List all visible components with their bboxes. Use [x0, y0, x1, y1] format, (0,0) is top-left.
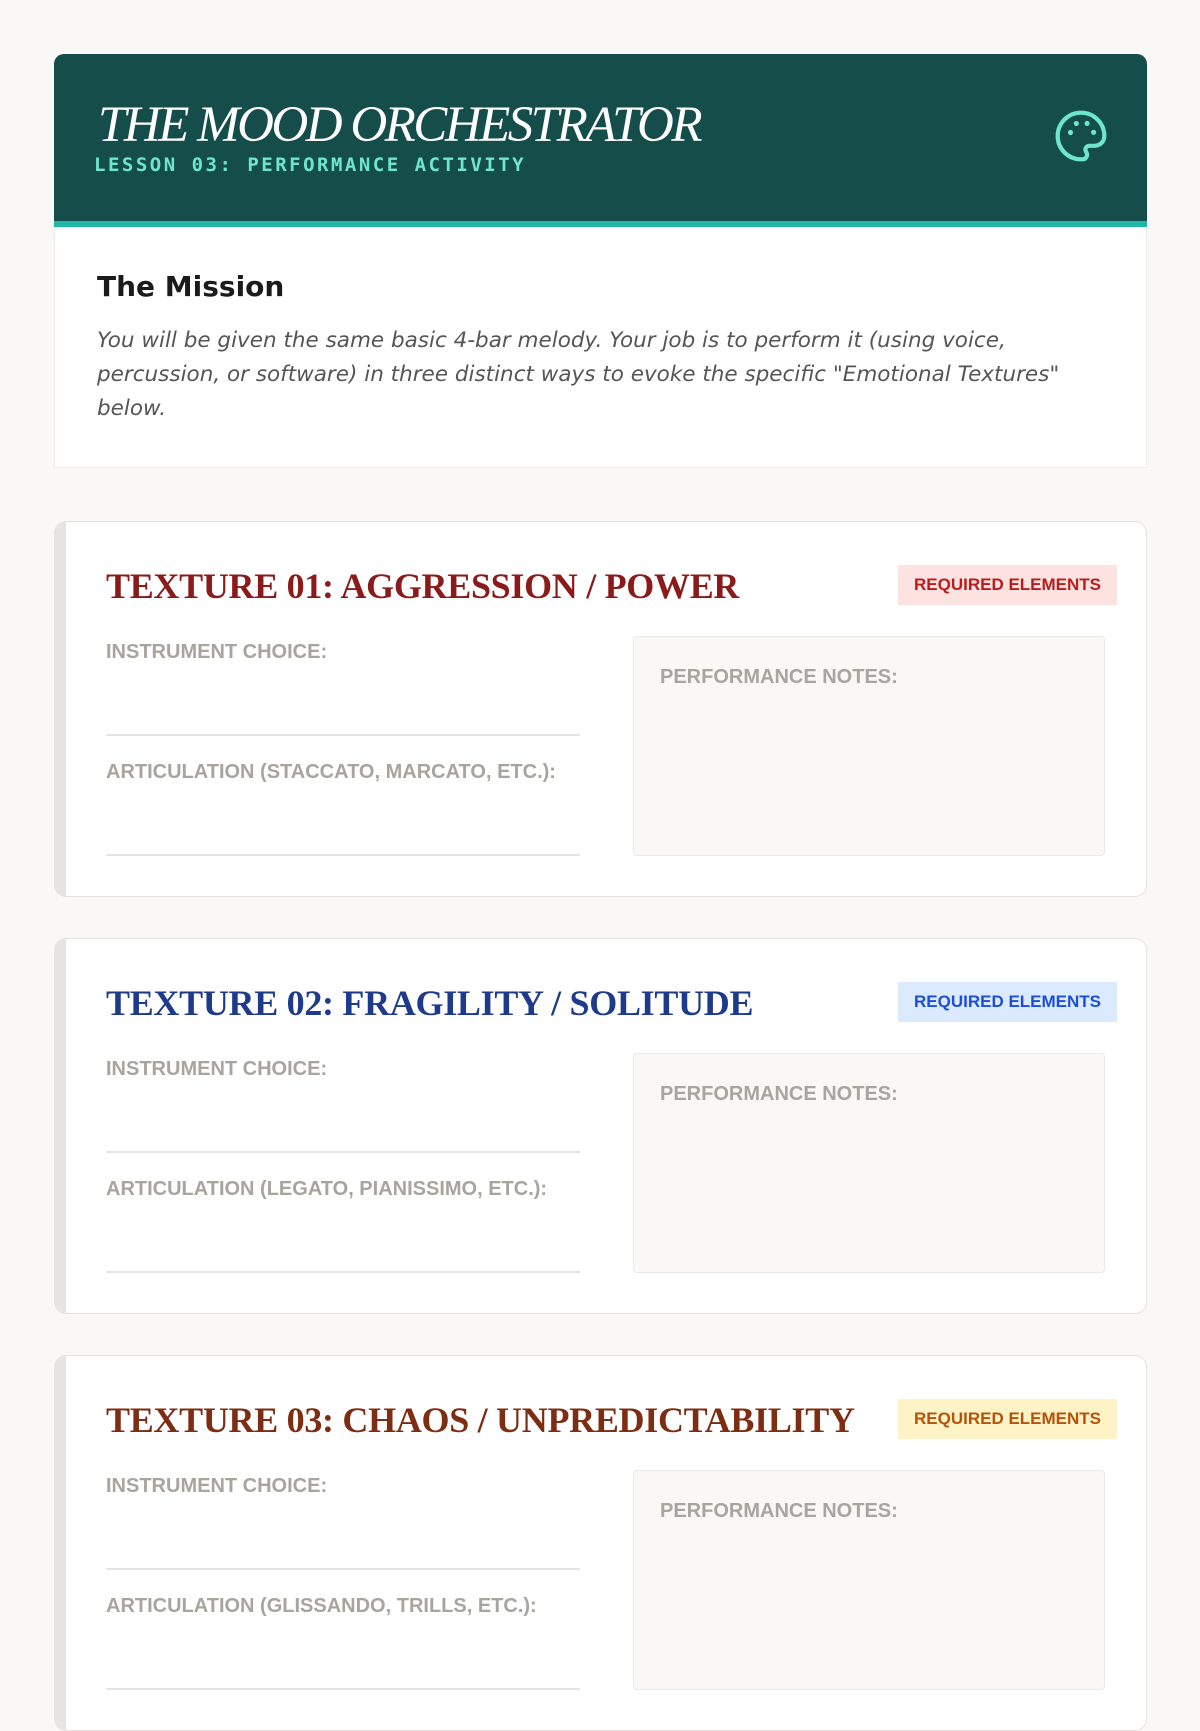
texture-title: TEXTURE 01: AGGRESSION / POWER: [106, 566, 740, 606]
mission-text: You will be given the same basic 4-bar melody. Your job is to perform it (using voice, percussion, or software) in three distinct ways to evoke the specific "Emotional Textures" below.: [97, 328, 1060, 421]
palette-icon: [1053, 108, 1109, 164]
instrument-choice-label: INSTRUMENT CHOICE:: [106, 1058, 328, 1080]
instrument-choice-label: INSTRUMENT CHOICE:: [106, 1475, 328, 1497]
required-elements-badge: REQUIRED ELEMENTS: [898, 565, 1117, 605]
articulation-field[interactable]: [106, 854, 580, 856]
performance-notes-label: PERFORMANCE NOTES:: [660, 1500, 898, 1522]
lesson-subtitle: LESSON 03: PERFORMANCE ACTIVITY: [94, 154, 527, 176]
required-elements-badge: REQUIRED ELEMENTS: [898, 982, 1117, 1022]
performance-notes-label: PERFORMANCE NOTES:: [660, 666, 898, 688]
articulation-field[interactable]: [106, 1271, 580, 1273]
header-banner: [54, 54, 1147, 227]
instrument-choice-field[interactable]: [106, 1568, 580, 1570]
texture-card-chaos: [54, 1355, 1147, 1731]
instrument-choice-field[interactable]: [106, 734, 580, 736]
articulation-label: ARTICULATION (GLISSANDO, TRILLS, ETC.):: [106, 1595, 537, 1617]
performance-notes-box[interactable]: [633, 636, 1105, 856]
texture-card-fragility: [54, 938, 1147, 1314]
articulation-label: ARTICULATION (STACCATO, MARCATO, ETC.):: [106, 761, 556, 783]
instrument-choice-label: INSTRUMENT CHOICE:: [106, 641, 328, 663]
texture-card-aggression: [54, 521, 1147, 897]
mission-heading: The Mission: [97, 270, 285, 303]
instrument-choice-field[interactable]: [106, 1151, 580, 1153]
articulation-label: ARTICULATION (LEGATO, PIANISSIMO, ETC.):: [106, 1178, 548, 1200]
page-title: THE MOOD ORCHESTRATOR: [98, 97, 701, 153]
performance-notes-label: PERFORMANCE NOTES:: [660, 1083, 898, 1105]
texture-title: TEXTURE 03: CHAOS / UNPREDICTABILITY: [106, 1400, 855, 1440]
required-elements-badge: REQUIRED ELEMENTS: [898, 1399, 1117, 1439]
articulation-field[interactable]: [106, 1688, 580, 1690]
performance-notes-box[interactable]: [633, 1053, 1105, 1273]
mission-section: [54, 227, 1147, 468]
performance-notes-box[interactable]: [633, 1470, 1105, 1690]
texture-title: TEXTURE 02: FRAGILITY / SOLITUDE: [106, 983, 754, 1023]
